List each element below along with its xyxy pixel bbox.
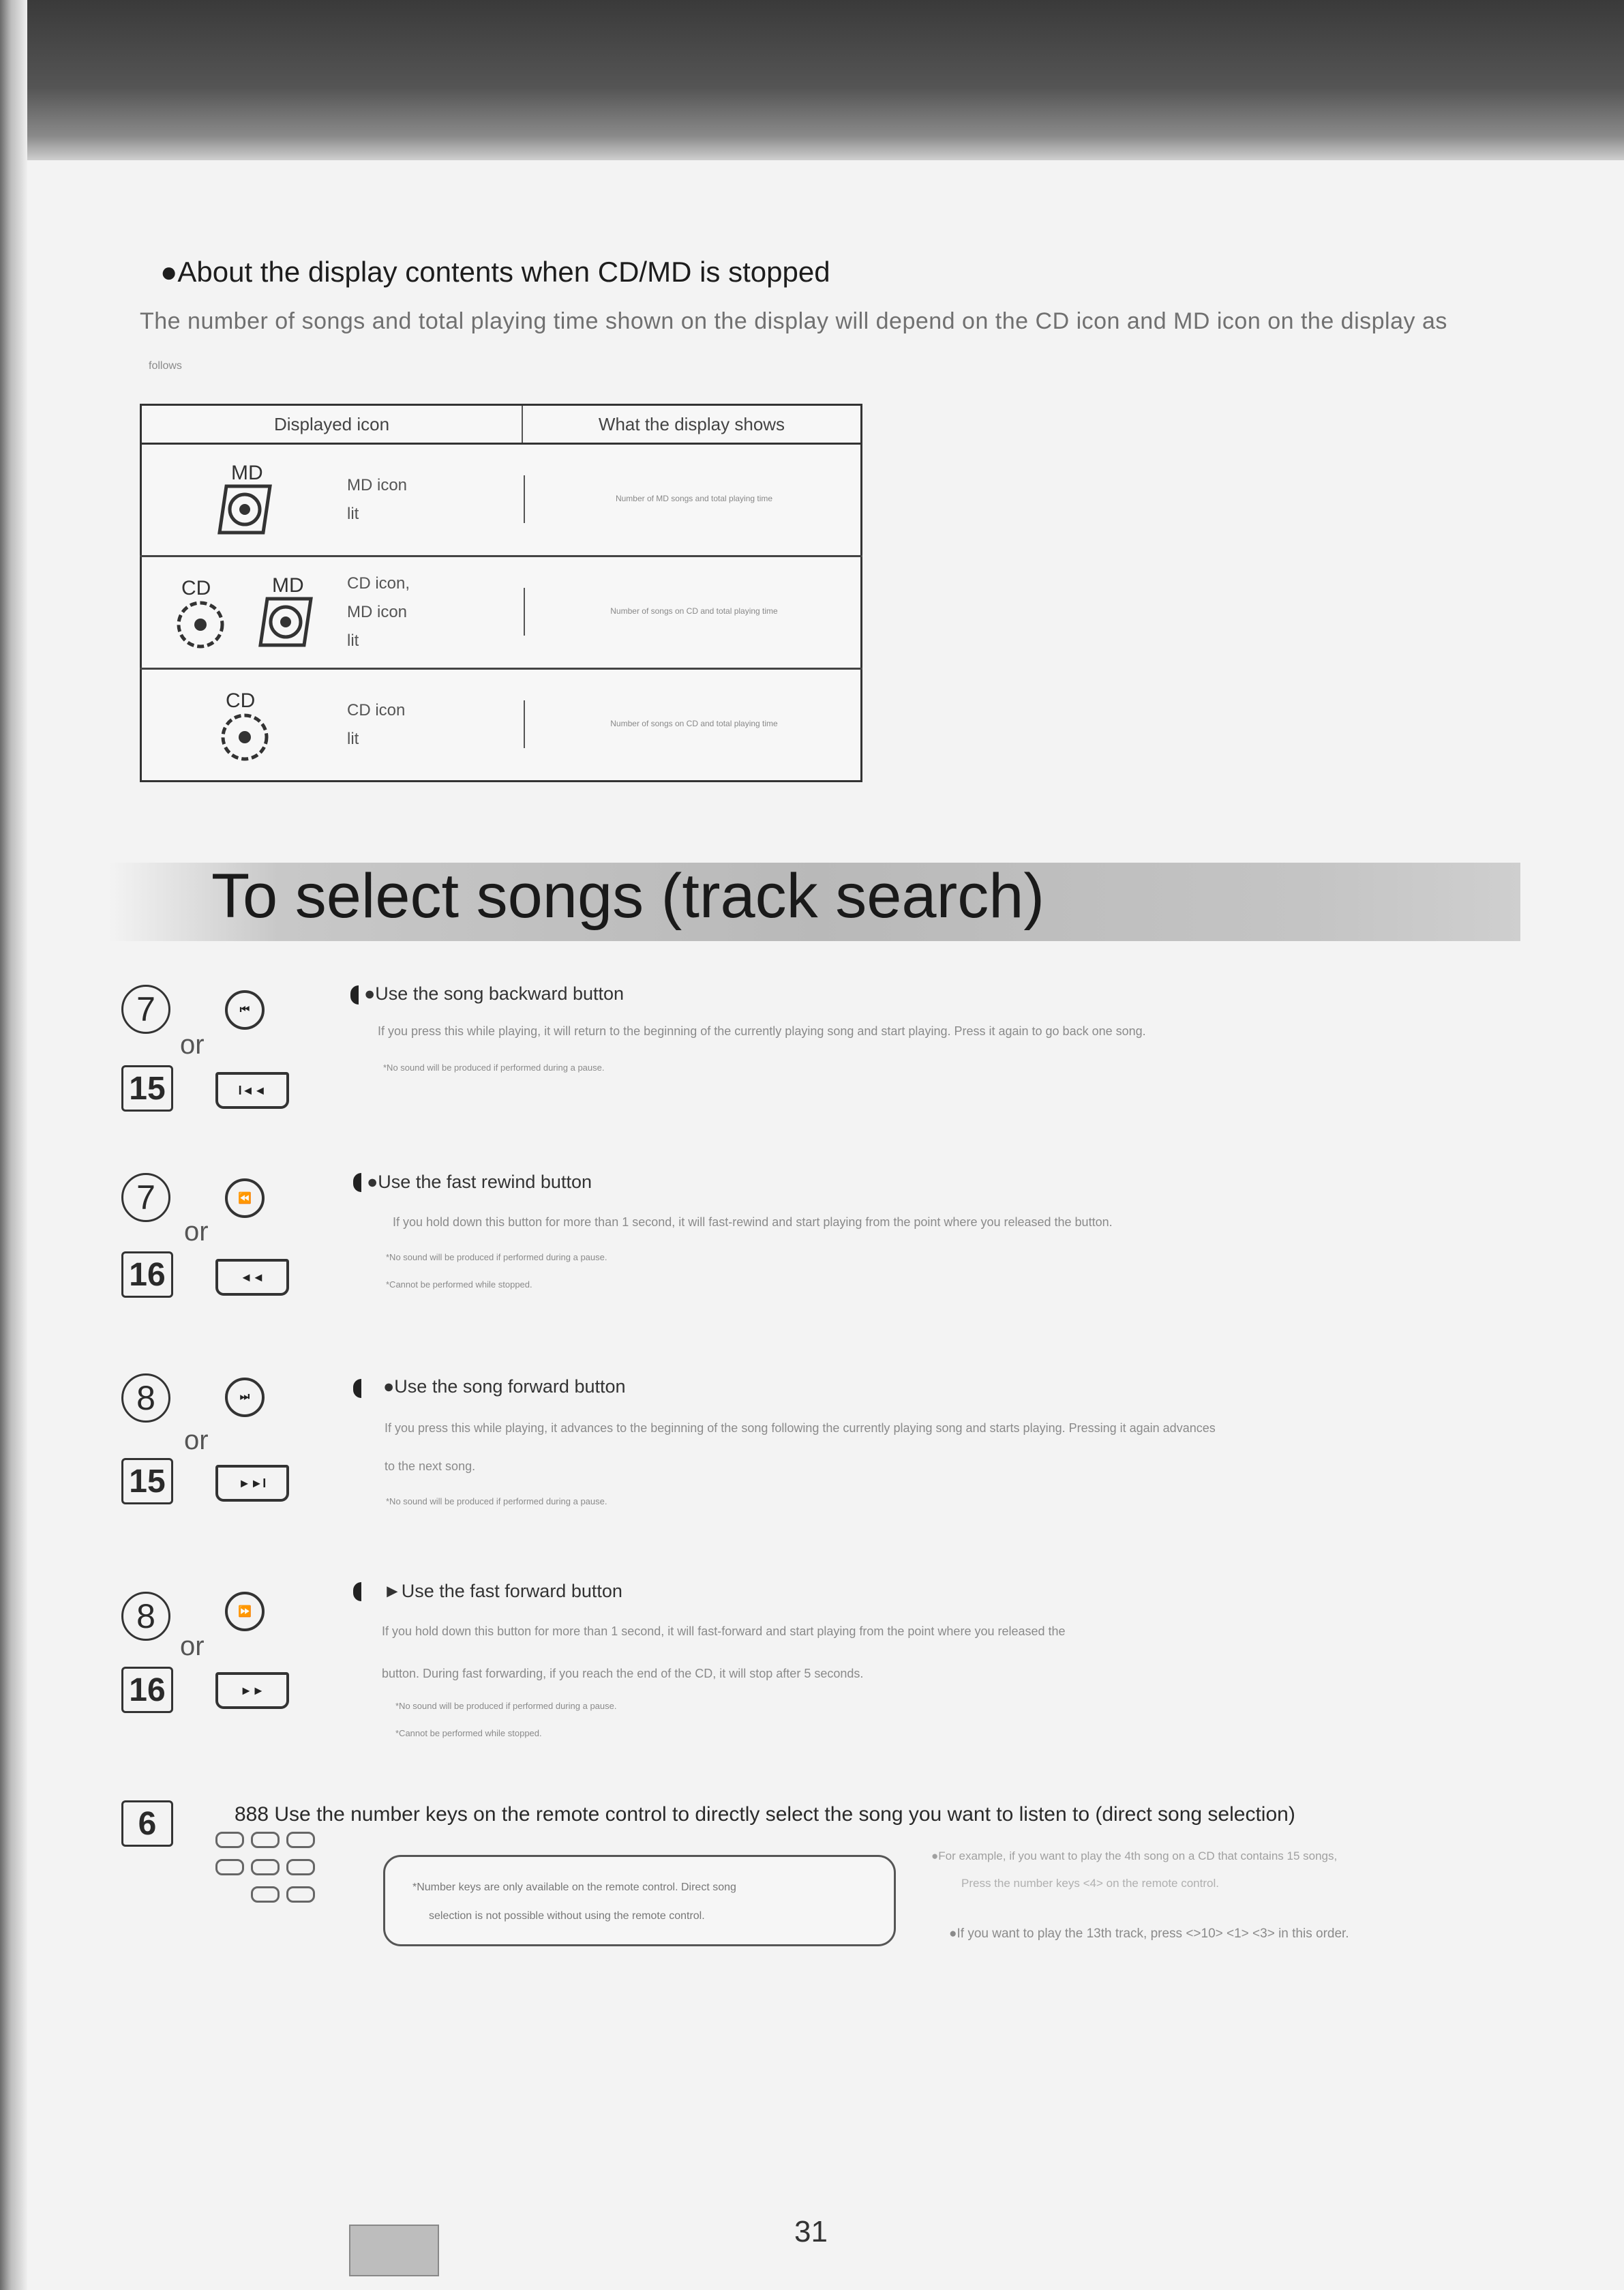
step-note: *No sound will be produced if performed during a pause. xyxy=(395,1701,617,1711)
remote-note-line2: selection is not possible without using the remote control. xyxy=(429,1910,705,1922)
step-note: *No sound will be produced if performed during a pause. xyxy=(386,1252,607,1262)
display-shows: Number of songs on CD and total playing time xyxy=(610,606,778,616)
cd-icon xyxy=(211,684,279,766)
step-title: ►Use the fast forward button xyxy=(383,1581,622,1601)
svg-text:CD: CD xyxy=(181,577,211,599)
bullet-marker xyxy=(350,985,359,1005)
page-number: 31 xyxy=(794,2215,828,2248)
ref-number-circle: 7 xyxy=(121,1173,170,1222)
display-shows: Number of songs on CD and total playing time xyxy=(610,719,778,728)
skip-back-key-icon: I◄◄ xyxy=(215,1072,289,1109)
col-displayed-icon: Displayed icon xyxy=(141,405,523,444)
svg-text:MD: MD xyxy=(231,462,263,484)
or-label: or xyxy=(180,1631,205,1661)
icon-label: CD icon, xyxy=(347,574,410,593)
about-intro: The number of songs and total playing time shown on the display will depend on the CD icon and MD icon on the display as xyxy=(140,308,1447,334)
column-divider xyxy=(524,475,525,523)
display-icon-table xyxy=(140,404,862,782)
about-intro-follows: follows xyxy=(149,360,182,372)
step-description: If you hold down this button for more than 1 second, it will fast-forward and start playing from the point where you released the xyxy=(382,1624,1066,1638)
skip-back-icon: ⏮ xyxy=(225,990,265,1030)
svg-text:CD: CD xyxy=(226,689,256,712)
remote-note-line1: *Number keys are only available on the remote control. Direct song xyxy=(412,1882,736,1893)
bullet-marker xyxy=(353,1582,361,1601)
ref-number-circle: 8 xyxy=(121,1592,170,1641)
icon-label: CD icon xyxy=(347,701,406,719)
fast-forward-icon: ⏩ xyxy=(225,1592,265,1631)
ref-number-circle: 8 xyxy=(121,1373,170,1423)
top-band xyxy=(0,0,1624,160)
bullet-marker xyxy=(353,1379,361,1398)
icon-label-2: MD icon xyxy=(347,603,408,621)
column-divider xyxy=(524,700,525,748)
ref-number-square: 15 xyxy=(121,1065,173,1112)
ref-number-square: 6 xyxy=(121,1800,173,1847)
example-line2: Press the number keys <4> on the remote control. xyxy=(961,1877,1219,1890)
ref-number-square: 16 xyxy=(121,1251,173,1298)
step-title: ●Use the fast rewind button xyxy=(367,1172,592,1192)
col-what-shows: What the display shows xyxy=(522,405,862,444)
table-row xyxy=(141,444,862,556)
svg-text:MD: MD xyxy=(272,574,304,597)
or-label: or xyxy=(180,1030,205,1060)
display-shows: Number of MD songs and total playing time xyxy=(615,494,773,503)
step-description: If you press this while playing, it advances to the beginning of the song following the currently playing song and starts playing. Pressing it again advances xyxy=(385,1421,1216,1435)
section-title: To select songs (track search) xyxy=(211,861,1045,931)
step-note: *Cannot be performed while stopped. xyxy=(386,1279,532,1290)
step-description-cont: button. During fast forwarding, if you reach the end of the CD, it will stop after 5 seconds. xyxy=(382,1667,864,1680)
table-row xyxy=(141,669,862,782)
brand-logo xyxy=(349,2225,439,2276)
md-icon xyxy=(207,459,282,541)
example-line1: ●For example, if you want to play the 4th song on a CD that contains 15 songs, xyxy=(931,1849,1338,1862)
remote-note-box xyxy=(383,1855,896,1946)
column-divider xyxy=(524,588,525,636)
table-row xyxy=(141,556,862,669)
cd-icon xyxy=(166,571,235,653)
step-description: If you press this while playing, it will return to the beginning of the currently playing song and start playing. Press it again to go back one song. xyxy=(378,1024,1146,1038)
ref-number-circle: 7 xyxy=(121,985,170,1034)
step-note: *No sound will be produced if performed during a pause. xyxy=(383,1062,605,1073)
binding-edge xyxy=(0,0,27,2290)
or-label: or xyxy=(184,1217,209,1247)
example-line3: ●If you want to play the 13th track, press <>10> <1> <3> in this order. xyxy=(949,1927,1349,1941)
fast-forward-key-icon: ►► xyxy=(215,1672,289,1709)
step-title: ●Use the song forward button xyxy=(383,1376,626,1397)
md-icon xyxy=(248,571,323,653)
step-note: *Cannot be performed while stopped. xyxy=(395,1728,542,1738)
icon-state: lit xyxy=(347,730,359,748)
step-title: ●Use the song backward button xyxy=(364,983,625,1004)
skip-forward-key-icon: ►►I xyxy=(215,1465,289,1502)
ref-number-square: 15 xyxy=(121,1458,173,1504)
rewind-key-icon: ◄◄ xyxy=(215,1259,289,1296)
step-note: *No sound will be produced if performed during a pause. xyxy=(386,1496,607,1506)
icon-state: lit xyxy=(347,631,359,650)
icon-label: MD icon xyxy=(347,476,408,494)
about-heading: ●About the display contents when CD/MD is stopped xyxy=(160,256,830,288)
ref-number-square: 16 xyxy=(121,1667,173,1713)
or-label: or xyxy=(184,1425,209,1455)
bullet-marker xyxy=(353,1173,361,1192)
step-description: If you hold down this button for more than 1 second, it will fast-rewind and start playing from the point where you released the button. xyxy=(393,1215,1113,1229)
skip-forward-icon: ⏭ xyxy=(225,1378,265,1417)
direct-title: 888 Use the number keys on the remote control to directly select the song you want to listen to (direct song selection) xyxy=(235,1803,1295,1826)
icon-state: lit xyxy=(347,505,359,523)
step-description-cont: to the next song. xyxy=(385,1459,476,1473)
rewind-icon: ⏪ xyxy=(225,1178,265,1218)
